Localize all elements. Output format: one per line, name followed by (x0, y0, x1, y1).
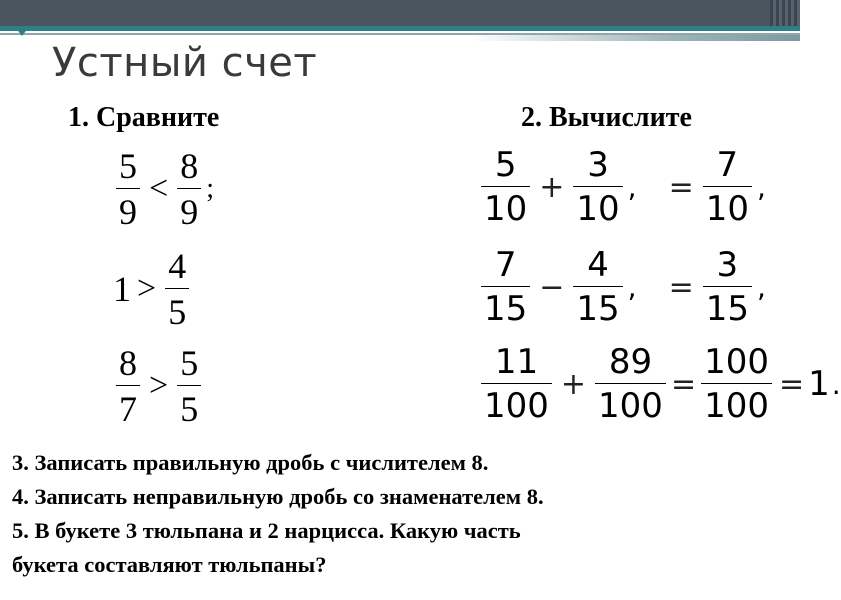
punctuation: , (756, 170, 766, 204)
task-item-5: 5. В букете 3 тюльпана и 2 нарцисса. Какую часть (12, 518, 521, 543)
compute-expression-1 (478, 145, 766, 229)
task-item-3: 3. Записать правильную дробь с числителем 8. (12, 450, 489, 475)
numerator: 11 (494, 342, 539, 382)
task-list (12, 446, 792, 582)
denominator: 15 (481, 286, 530, 326)
operator: + (539, 169, 565, 205)
fraction (165, 248, 189, 330)
numerator: 5 (119, 146, 137, 186)
triangle-marker-icon (15, 27, 29, 36)
header-banner-pattern (770, 0, 800, 26)
header-accent-bar (0, 26, 800, 31)
operator: + (560, 366, 587, 402)
numerator: 4 (587, 245, 609, 285)
compute-expression-3 (478, 342, 841, 426)
fraction (177, 345, 201, 427)
denominator: 100 (481, 383, 552, 423)
denominator: 15 (703, 286, 752, 326)
numerator: 4 (168, 246, 187, 286)
numerator: 8 (180, 146, 199, 186)
punctuation: . (831, 367, 841, 401)
numerator: 5 (180, 343, 199, 383)
equals-sign: = (779, 366, 805, 402)
header-banner (0, 0, 800, 26)
numerator: 8 (119, 343, 137, 383)
section-heading-compute: 2. Вычислите (521, 102, 692, 133)
separator: , (627, 170, 637, 204)
compare-expression-1 (113, 148, 214, 230)
fraction (116, 345, 140, 427)
numerator: 3 (587, 145, 609, 185)
denominator: 100 (595, 383, 666, 423)
fraction (481, 245, 530, 329)
fraction (177, 148, 201, 230)
fraction (701, 342, 772, 426)
denominator: 10 (481, 186, 530, 226)
numerator: 100 (704, 342, 769, 382)
denominator: 10 (573, 186, 622, 226)
comparison-sign: > (137, 270, 157, 307)
operator: − (539, 269, 565, 305)
equals-sign: = (670, 366, 697, 402)
compare-expression-2 (113, 248, 192, 330)
numerator: 7 (716, 145, 739, 185)
task-item-4: 4. Записать неправильную дробь со знаменателем 8. (12, 484, 544, 509)
separator: , (627, 270, 637, 304)
numerator: 5 (494, 145, 517, 185)
result-value: 1 (808, 364, 830, 404)
punctuation: ; (206, 173, 214, 204)
comparison-sign: > (149, 367, 169, 404)
integer-value: 1 (113, 269, 131, 309)
fraction (573, 245, 622, 329)
compute-expression-2 (478, 245, 766, 329)
numerator: 7 (494, 245, 517, 285)
punctuation: , (756, 270, 766, 304)
fraction (703, 245, 752, 329)
denominator: 100 (701, 383, 772, 423)
comparison-sign: < (149, 170, 169, 207)
fraction (481, 145, 530, 229)
task-item-5-continued: букета составляют тюльпаны? (12, 552, 327, 577)
fraction (481, 342, 552, 426)
denominator: 15 (573, 286, 622, 326)
header-fade-bar (470, 35, 800, 41)
numerator: 89 (608, 342, 653, 382)
equals-sign: = (668, 169, 694, 205)
fraction (703, 145, 752, 229)
denominator: 10 (703, 186, 752, 226)
compare-expression-3 (113, 345, 204, 427)
fraction (595, 342, 666, 426)
denominator: 7 (116, 385, 140, 427)
section-heading-compare: 1. Сравните (68, 102, 220, 133)
fraction (573, 145, 622, 229)
fraction (116, 148, 140, 230)
numerator: 3 (716, 245, 739, 285)
denominator: 9 (177, 188, 201, 230)
denominator: 9 (116, 188, 140, 230)
denominator: 5 (165, 288, 189, 330)
slide-title: Устный счет (52, 40, 318, 86)
equals-sign: = (668, 269, 694, 305)
denominator: 5 (177, 385, 201, 427)
